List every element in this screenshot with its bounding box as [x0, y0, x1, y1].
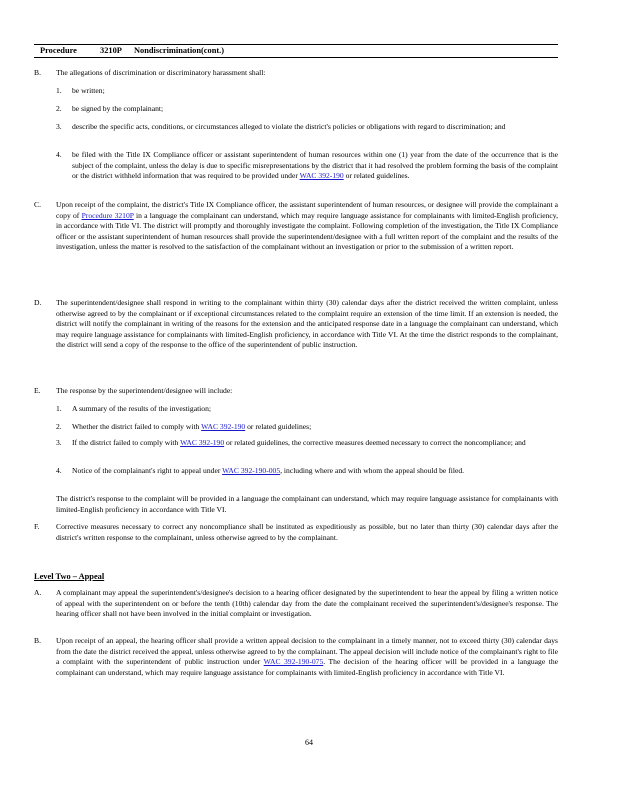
- list-item: [56, 104, 558, 115]
- section-intro: The response by the superintendent/designee will include:: [56, 386, 233, 395]
- item-number: 1.: [56, 404, 62, 413]
- wac-link[interactable]: WAC 392-190: [299, 171, 344, 181]
- section-c: [34, 200, 558, 253]
- wac-link[interactable]: WAC 392-190-005: [222, 466, 281, 475]
- section-text: Upon receipt of the complaint, the district's Title IX Compliance officer, the assistant superintendent of human resources, or designee will provide the complainant a copy of Procedure 3210P in a language the complainant can understand, which may require language assistance for complainants with limited-English proficiency, in accordance with Title VI. The district will promptly and thoroughly investigate the complaint. Following completion of the investigation, the Title IX Compliance officer or the assistant superintendent of human resources shall provide the superintendent/designee with a full written report of the complaint and the results of the investigation, unless the matter is resolved to the satisfaction of the complainant without an investigation or prior to the submission of a written report.: [56, 200, 558, 252]
- item-number: 2.: [56, 422, 62, 431]
- page-number: 64: [305, 738, 313, 747]
- section-letter: B.: [34, 68, 41, 77]
- list-item: [56, 438, 558, 449]
- item-text: Whether the district failed to comply with WAC 392-190 or related guidelines;: [72, 422, 312, 431]
- appeal-section-b: [34, 636, 558, 678]
- section-b: [34, 68, 558, 79]
- procedure-label: Procedure: [40, 46, 77, 55]
- list-item: [56, 122, 558, 133]
- appeal-section-a: [34, 588, 558, 620]
- section-text: Corrective measures necessary to correct any noncompliance shall be instituted as expeditiously as possible, but no later than thirty (30) calendar days after the district's written response to the complainant, unless otherwise agreed to by the complainant.: [56, 522, 558, 542]
- list-item: [56, 466, 558, 477]
- item-text: describe the specific acts, conditions, or circumstances alleged to violate the district's policies or obligations with regard to discrimination; and: [72, 122, 506, 131]
- section-e: [34, 386, 558, 397]
- item-text: If the district failed to comply with WAC 392-190 or related guidelines, the corrective measures deemed necessary to correct the noncompliance; and: [72, 438, 526, 447]
- item-number: 3.: [56, 122, 62, 131]
- section-text: The superintendent/designee shall respond in writing to the complainant within thirty (30) calendar days after the district received the written complaint, unless otherwise agreed to by the complainant or if exceptional circumstances related to the complaint require an extension of the time limit. If an extension is needed, the district will notify the complainant in writing of the reasons for the extension and the anticipated response date in a language the complainant can understand, which may require language assistance for complainants with limited-English proficiency, in accordance with Title VI. At the time the district responds to the complainant, the district will send a copy of the response to the office of the superintendent of public instruction.: [56, 298, 558, 350]
- item-number: 1.: [56, 86, 62, 95]
- section-text: A complainant may appeal the superintendent's/designee's decision to a hearing officer designated by the superintendent to hear the appeal by filing a written notice of appeal with the superintendent on or before the tenth (10th) calendar day from the date the complainant received the superintendent's/designee's response. The hearing officer shall not have been involved in the initial complaint or investigation.: [56, 588, 558, 619]
- section-d: [34, 298, 558, 351]
- item-text: Notice of the complainant's right to appeal under WAC 392-190-005, including where and with whom the appeal should be filed.: [72, 466, 465, 475]
- procedure-number: 3210P: [100, 46, 122, 55]
- section-letter: E.: [34, 386, 41, 395]
- list-item: [56, 150, 558, 182]
- item-text: A summary of the results of the investigation;: [72, 404, 211, 413]
- list-item: [56, 86, 558, 97]
- item-number: 4.: [56, 150, 62, 159]
- item-text: be filed with the Title IX Compliance officer or assistant superintendent of human resources within one (1) year from the date of the occurrence that is the subject of the complaint, unless the delay is due to specific misrepresentations by the district that it had resolved the problem forming the basis of the complaint or the district withheld information that was required to be provided under WAC 392-190 or related guidelines.: [72, 150, 558, 181]
- item-number: 4.: [56, 466, 62, 475]
- level-two-heading: Level Two – Appeal: [34, 572, 105, 581]
- wac-link[interactable]: WAC 392-190: [180, 438, 225, 447]
- procedure-header: [34, 44, 558, 58]
- item-number: 2.: [56, 104, 62, 113]
- section-letter: B.: [34, 636, 41, 645]
- section-letter: F.: [34, 522, 40, 531]
- wac-link[interactable]: WAC 392-190-075: [263, 657, 324, 667]
- list-item: [56, 404, 558, 415]
- section-f: [34, 522, 558, 543]
- section-letter: D.: [34, 298, 42, 307]
- procedure-link[interactable]: Procedure 3210P: [81, 210, 134, 220]
- item-text: be written;: [72, 86, 105, 95]
- item-number: 3.: [56, 438, 62, 447]
- section-letter: C.: [34, 200, 41, 209]
- list-item: [56, 422, 558, 433]
- section-text: Upon receipt of an appeal, the hearing officer shall provide a written appeal decision to the complainant in a timely manner, not to exceed thirty (30) calendar days from the date the district received the appeal, unless otherwise agreed to by the complainant. The appeal decision will include notice of the complainant's right to file a complaint with the superintendent of public instruction under WAC 392-190-075. The decision of the hearing officer will be provided in a language the complainant can understand, which may require language assistance for complainants with limited-English proficiency in accordance with Title VI.: [56, 636, 558, 677]
- section-e-closing: The district's response to the complaint will be provided in a language the complainant can understand, which may require language assistance for complainants with limited-English proficiency in accordance with Title VI.: [56, 494, 558, 514]
- procedure-title: Nondiscrimination(cont.): [134, 46, 225, 55]
- section-intro: The allegations of discrimination or discriminatory harassment shall:: [56, 68, 266, 77]
- wac-link[interactable]: WAC 392-190: [201, 422, 246, 431]
- section-letter: A.: [34, 588, 42, 597]
- item-text: be signed by the complainant;: [72, 104, 164, 113]
